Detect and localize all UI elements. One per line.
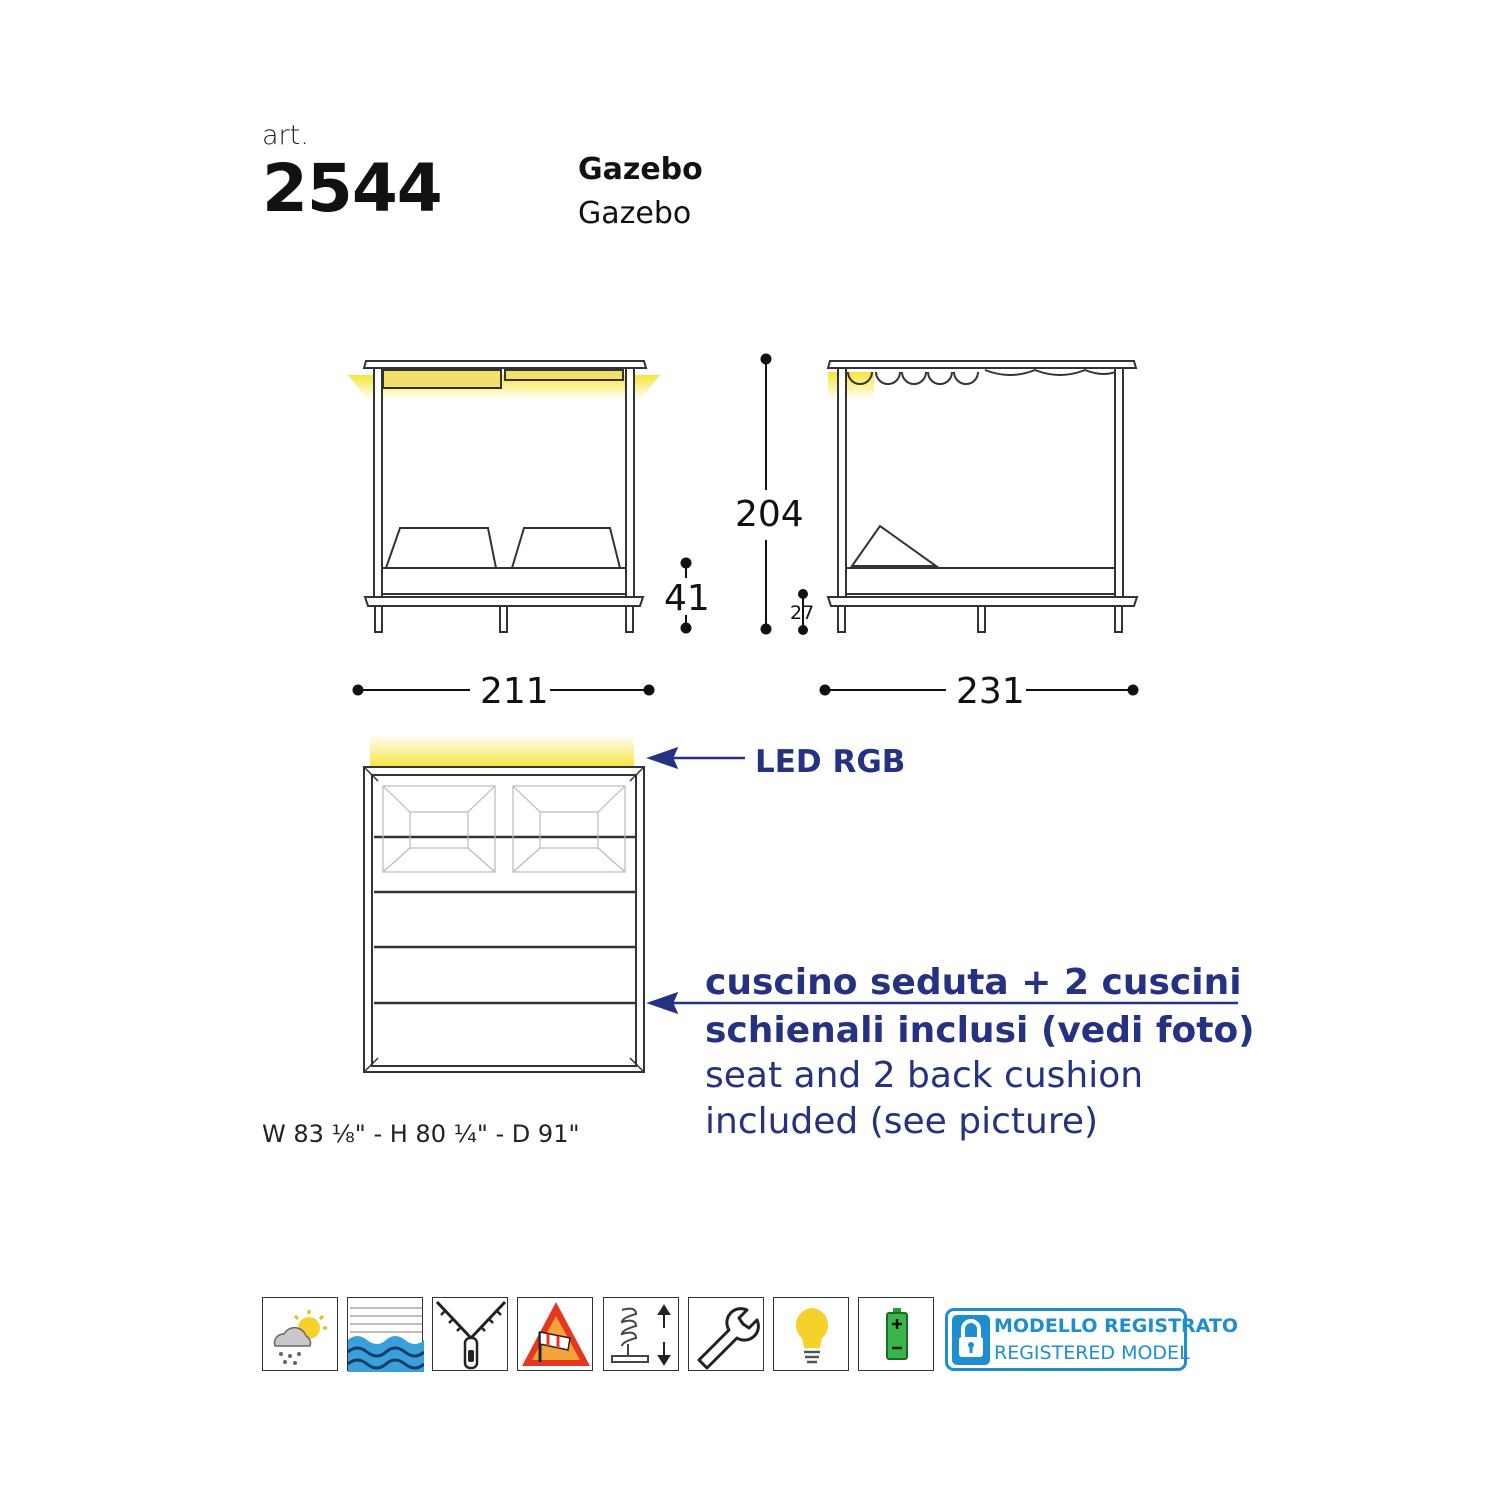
cushion-note-english-line2: included (see picture) bbox=[705, 1101, 1099, 1142]
overall-dimensions-imperial: W 83 ⅛" - H 80 ¼" - D 91" bbox=[262, 1120, 580, 1148]
width-label: 211 bbox=[480, 671, 549, 712]
cushion-note-italian-line1: cuscino seduta + 2 cuscini bbox=[705, 962, 1242, 1003]
front-view bbox=[348, 361, 660, 632]
badge-line-italian: MODELLO REGISTRATO bbox=[994, 1315, 1239, 1337]
article-number: 2544 bbox=[262, 150, 442, 227]
side-view bbox=[828, 361, 1137, 632]
badge-line-english: REGISTERED MODEL bbox=[994, 1342, 1190, 1364]
seat-height-label: 41 bbox=[664, 578, 710, 619]
product-title-italian: Gazebo bbox=[578, 152, 703, 187]
article-label: art. bbox=[262, 120, 309, 151]
adjustable-feet-icon bbox=[603, 1297, 679, 1371]
cushion-note-italian-line2: schienali inclusi (vedi foto) bbox=[705, 1010, 1255, 1051]
weather-resistant-icon bbox=[262, 1297, 338, 1371]
lock-icon bbox=[952, 1315, 990, 1365]
led-rgb-callout: LED RGB bbox=[755, 744, 906, 780]
light-bulb-icon bbox=[773, 1297, 849, 1371]
cushion-note-english-line1: seat and 2 back cushion bbox=[705, 1055, 1144, 1096]
zipper-icon bbox=[432, 1297, 508, 1371]
waterproof-icon bbox=[347, 1297, 423, 1371]
product-title-english: Gazebo bbox=[578, 196, 692, 231]
battery-icon bbox=[858, 1297, 934, 1371]
wind-warning-icon bbox=[517, 1297, 593, 1371]
depth-label: 231 bbox=[956, 671, 1025, 712]
top-view bbox=[364, 734, 644, 1072]
assembly-wrench-icon bbox=[688, 1297, 764, 1371]
registered-model-badge bbox=[945, 1308, 1239, 1371]
total-height-label: 204 bbox=[735, 494, 804, 535]
base-height-label: 27 bbox=[790, 602, 815, 624]
